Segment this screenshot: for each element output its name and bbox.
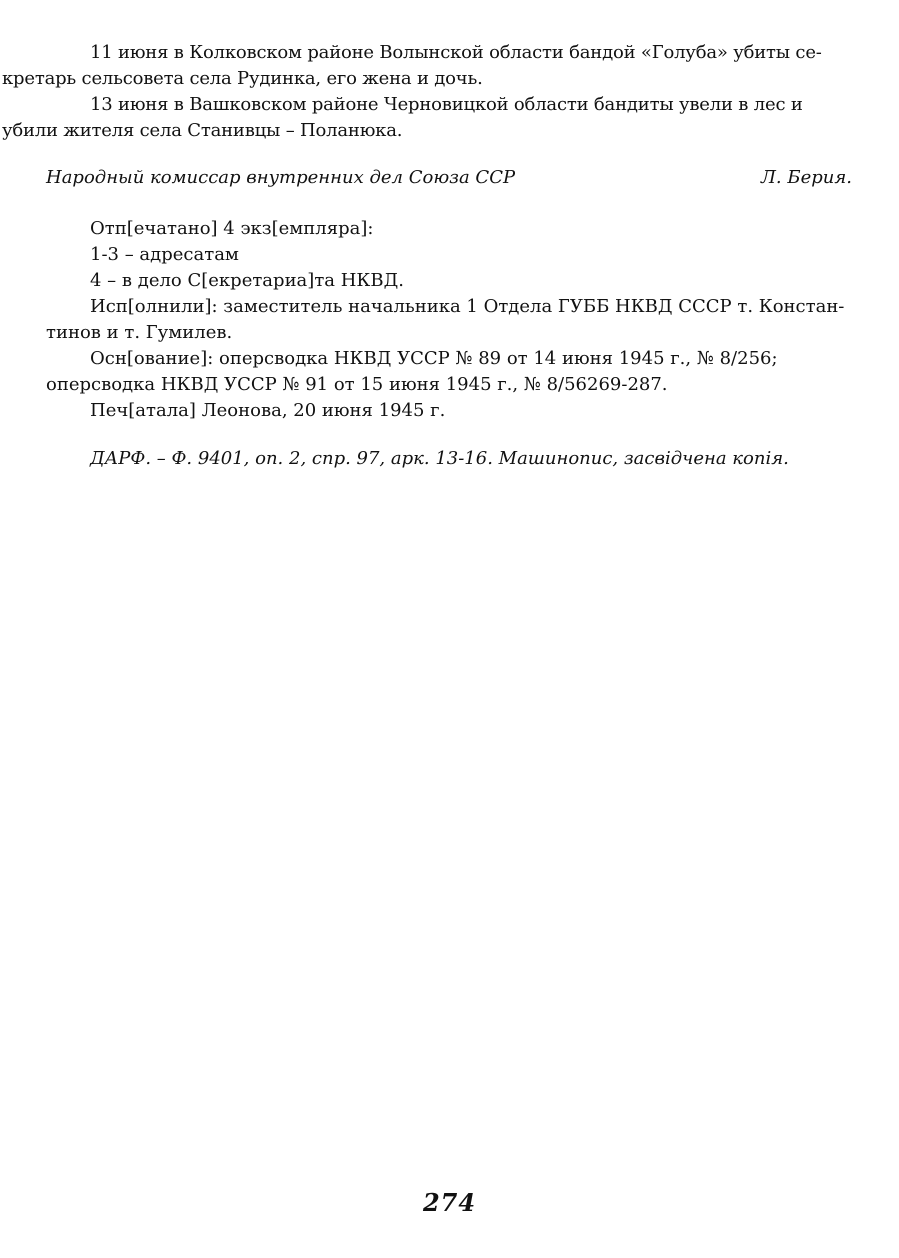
note-executors-line-1: Исп[олнили]: заместитель начальника 1 Отдела ГУББ НКВД СССР т. Констан- — [90, 296, 845, 317]
paragraph-1 — [2, 40, 852, 92]
signatory-name: Л. Берия. — [760, 167, 852, 188]
note-basis-line-2: оперсводка НКВД УССР № 91 от 15 июня 1945 г., № 8/56269-287. — [46, 374, 668, 395]
archival-notes — [46, 216, 852, 424]
page-number: 274 — [422, 1188, 477, 1217]
paragraph-2 — [2, 92, 852, 144]
paragraph-2-line-1: 13 июня в Вашковском районе Черновицкой области бандиты увели в лес и — [90, 94, 803, 115]
archive-source-reference: ДАРФ. – Ф. 9401, оп. 2, спр. 97, арк. 13-16. Машинопис, засвідчена копія. — [90, 448, 789, 469]
note-copy-4: 4 – в дело С[екретариа]та НКВД. — [90, 270, 404, 291]
paragraph-1-line-1: 11 июня в Колковском районе Волынской области бандой «Голуба» убиты се- — [90, 42, 822, 63]
signatory-position: Народный комиссар внутренних дел Союза ССР — [46, 167, 516, 188]
note-executors-line-2: тинов и т. Гумилев. — [46, 322, 233, 343]
paragraph-2-line-2: убили жителя села Станивцы – Поланюка. — [2, 120, 403, 141]
paragraph-1-line-2: кретарь сельсовета села Рудинка, его жена и дочь. — [2, 68, 483, 89]
note-basis-line-1: Осн[ование]: оперсводка НКВД УССР № 89 от 14 июня 1945 г., № 8/256; — [90, 348, 778, 369]
signature-line — [46, 165, 852, 191]
note-printed: Отп[ечатано] 4 экз[емпляра]: — [90, 218, 374, 239]
body-text — [2, 40, 852, 144]
note-typed-by: Печ[атала] Леонова, 20 июня 1945 г. — [90, 400, 446, 421]
note-copies-1-3: 1-3 – адресатам — [90, 244, 239, 265]
